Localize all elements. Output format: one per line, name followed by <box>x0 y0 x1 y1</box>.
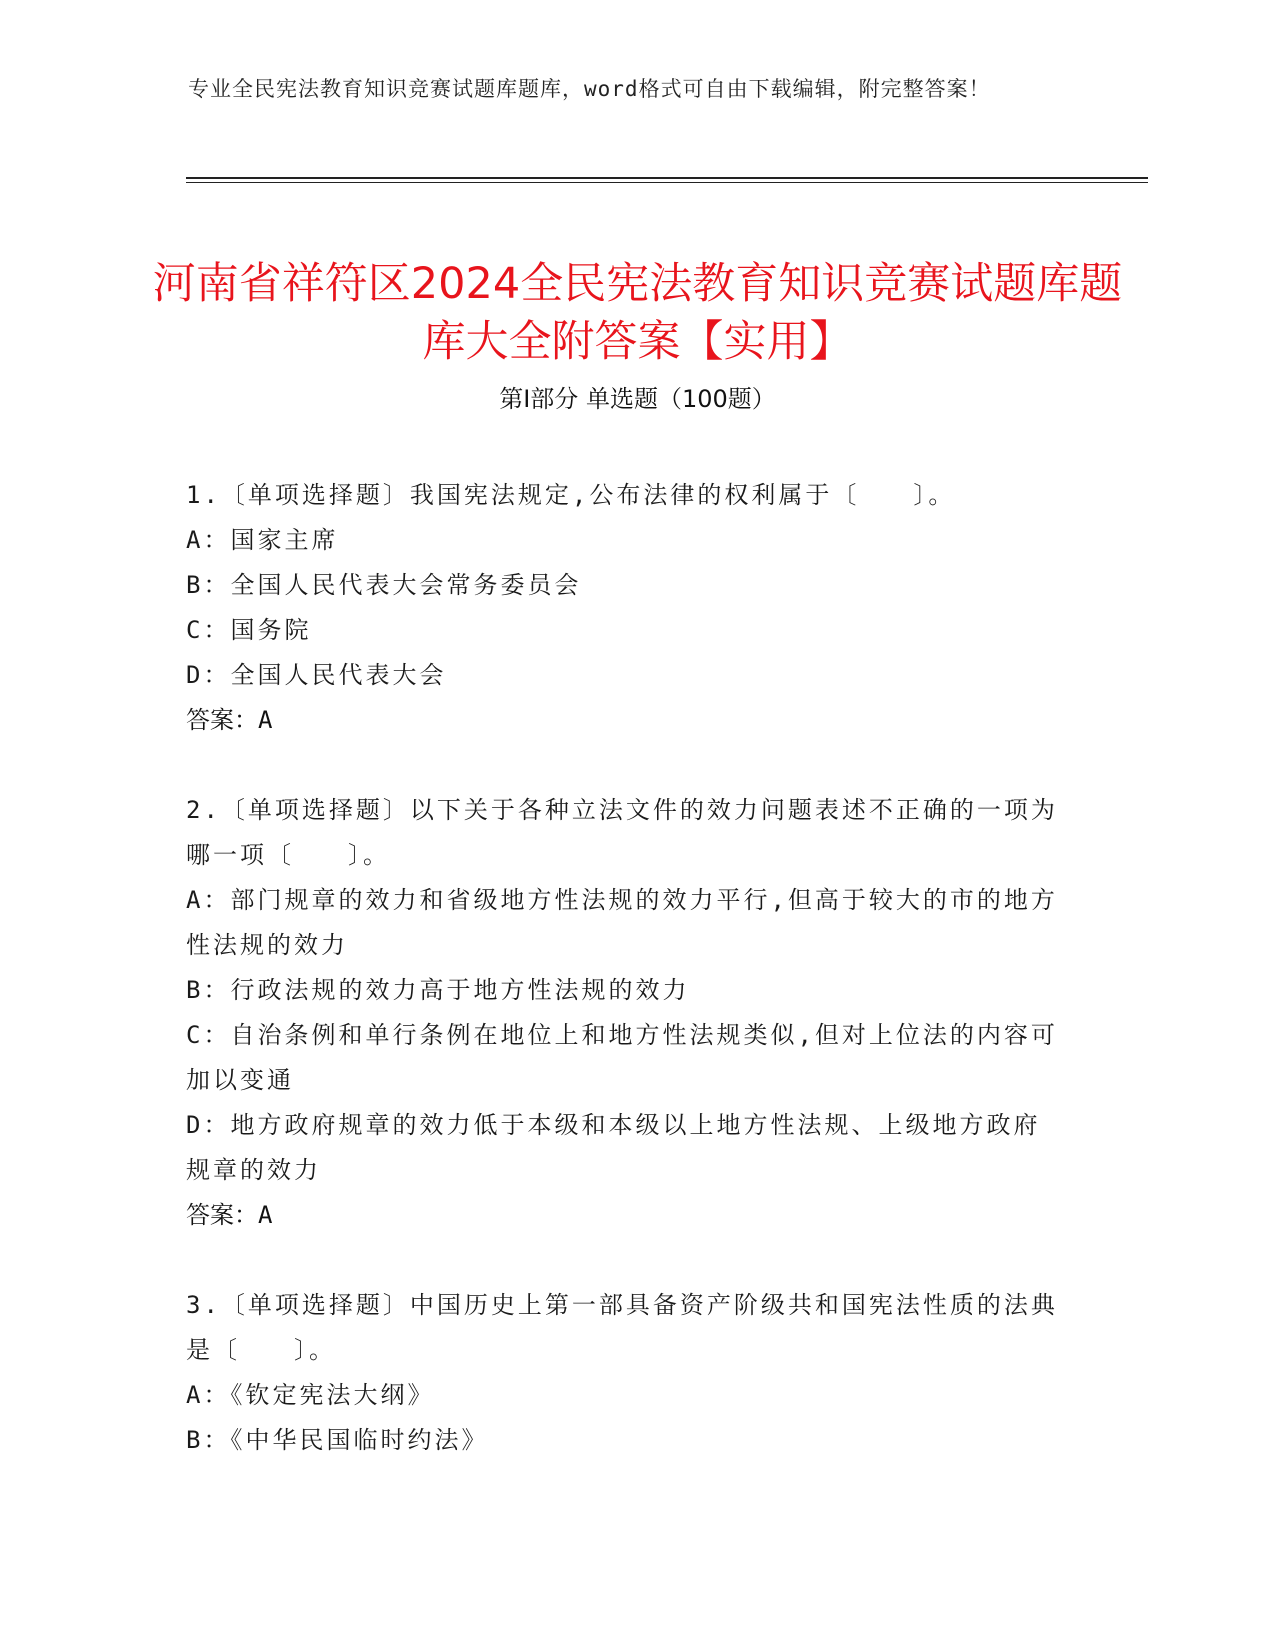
option-c: C：自治条例和单行条例在地位上和地方性法规类似,但对上位法的内容可加以变通 <box>186 1021 1058 1094</box>
option-d: D：全国人民代表大会 <box>186 661 447 689</box>
answer-line <box>186 698 1066 743</box>
question-gap <box>186 1238 1066 1283</box>
answer-label: 答案： <box>186 706 258 734</box>
section-title: 第Ⅰ部分 单选题（100题） <box>499 385 776 413</box>
question-gap <box>186 743 1066 788</box>
question-stem: 2.〔单项选择题〕以下关于各种立法文件的效力问题表述不正确的一项为哪一项〔 〕。 <box>186 796 1058 869</box>
option-a: A：国家主席 <box>186 526 339 554</box>
question-list <box>186 473 1066 1463</box>
option-b: B：全国人民代表大会常务委员会 <box>186 571 582 599</box>
question-2 <box>186 788 1066 1238</box>
header-rule-thick <box>186 177 1148 179</box>
document-title: 河南省祥符区2024全民宪法教育知识竞赛试题库题库大全附答案【实用】 <box>152 258 1123 367</box>
question-stem: 3.〔单项选择题〕中国历史上第一部具备资产阶级共和国宪法性质的法典是〔 〕。 <box>186 1291 1058 1364</box>
question-3 <box>186 1283 1066 1463</box>
header-note: 专业全民宪法教育知识竞赛试题库题库，word格式可自由下载编辑，附完整答案！ <box>188 77 991 101</box>
answer-value: A <box>258 1201 273 1229</box>
answer-line <box>186 1193 1066 1238</box>
option-c: C：国务院 <box>186 616 312 644</box>
option-a: A：部门规章的效力和省级地方性法规的效力平行,但高于较大的市的地方性法规的效力 <box>186 886 1058 959</box>
header-rule-thin <box>186 182 1148 183</box>
option-a: A：《钦定宪法大纲》 <box>186 1381 435 1409</box>
option-b: B：《中华民国临时约法》 <box>186 1426 489 1454</box>
option-d: D：地方政府规章的效力低于本级和本级以上地方性法规、上级地方政府规章的效力 <box>186 1111 1041 1184</box>
option-b: B：行政法规的效力高于地方性法规的效力 <box>186 976 690 1004</box>
question-stem: 1.〔单项选择题〕我国宪法规定,公布法律的权利属于〔 〕。 <box>186 481 956 509</box>
answer-label: 答案： <box>186 1201 258 1229</box>
question-1 <box>186 473 1066 743</box>
answer-value: A <box>258 706 273 734</box>
